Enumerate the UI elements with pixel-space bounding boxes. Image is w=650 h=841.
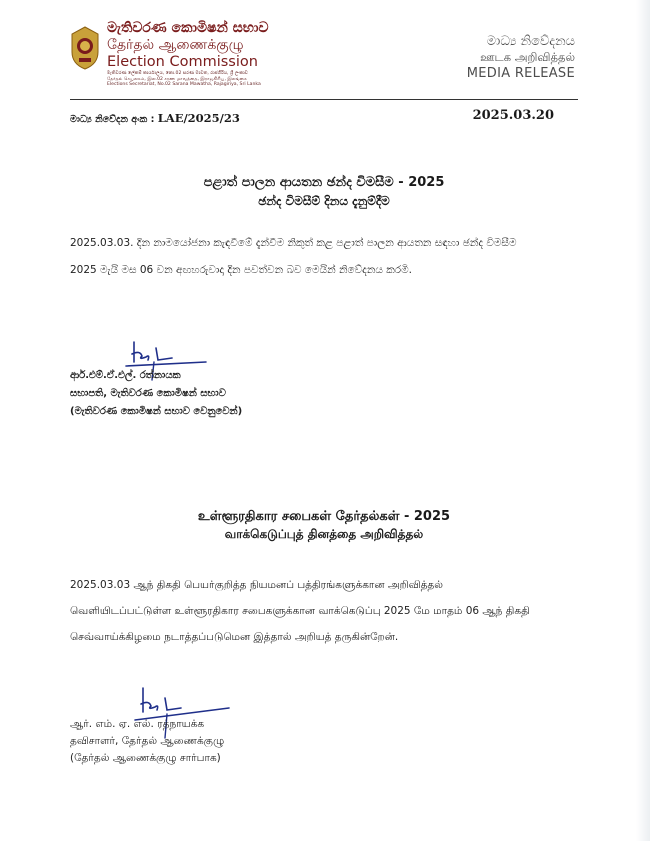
sinhala-title: පළාත් පාලන ආයතන ඡන්ද විමසීම - 2025 bbox=[203, 175, 445, 190]
signature-2 bbox=[125, 682, 235, 740]
page-edge-shadow bbox=[636, 0, 650, 841]
tamil-paragraph-line-2: வெளியிடப்பட்டுள்ள உள்ளூரதிகார சபைகளுக்கான வாக்கெடுப்பு 2025 மே மாதம் 06 ஆந் திகதி bbox=[70, 605, 530, 617]
sinhala-signatory-behalf: (මැතිවරණ කොමිෂන් සභාව වෙනුවෙන්) bbox=[70, 406, 243, 417]
sinhala-paragraph-line-1: 2025.03.03. දින නාමයෝජනා කැඳවීමේ දැන්වීම නිකුත් කළ පළාත් පාලන ආයතන සඳහා ඡන්ද විමසීම bbox=[70, 237, 517, 249]
org-name-sinhala: මැතිවරණ කොමිෂන් සභාව bbox=[107, 20, 269, 36]
reference-number bbox=[70, 111, 240, 125]
sinhala-signatory-title: සභාපති, මැතිවරණ කොමිෂන් සභාව bbox=[70, 388, 226, 399]
address-sinhala: මැතිවරණ ලේකම් කාර්යාලය, නො.02 සරණ මාවත, රාජගිරිය, ශ්‍රී ලංකාව bbox=[107, 71, 248, 76]
address-english: Elections Secretariat, No.02 Sarana Mawatha, Rajagiriya, Sri Lanka bbox=[107, 82, 261, 87]
media-release-label bbox=[467, 34, 575, 82]
emblem-icon bbox=[70, 26, 100, 70]
tamil-signatory-name: ஆர். எம். ஏ. எல். ரத்நாயக்க bbox=[70, 718, 205, 730]
reference-value: LAE/2025/23 bbox=[157, 111, 240, 125]
header-divider bbox=[70, 99, 578, 100]
tamil-title: உள்ளூரதிகார சபைகள் தேர்தல்கள் - 2025 bbox=[197, 509, 451, 524]
tamil-signatory-behalf: (தேர்தல் ஆணைக்குழு சார்பாக) bbox=[70, 752, 221, 764]
org-name-tamil: தேர்தல் ஆணைக்குழு bbox=[107, 37, 244, 53]
sinhala-subtitle: ඡන්ද විමසීම් දිනය දැනුම්දීම bbox=[258, 194, 390, 208]
address-tamil: தேர்தல் செயலகம், இல.02 சரண மாவத்தை, இராஜகிரிய, இலங்கை bbox=[107, 76, 247, 82]
media-release-sinhala: මාධ්‍ය නිවේදනය bbox=[486, 34, 575, 49]
release-date: 2025.03.20 bbox=[472, 108, 554, 123]
tamil-paragraph-line-1: 2025.03.03 ஆந் திகதி பெயர்குறித்த நியமனப் பத்திரங்களுக்கான அறிவித்தல் bbox=[70, 579, 443, 591]
sinhala-signatory-name: ආර්.එම්.ඒ.එල්. රත්නායක bbox=[70, 370, 181, 381]
sinhala-paragraph-line-2: 2025 මැයි මස 06 වන අඟහරුවාදා දින පවත්වන බව මෙයින් නිවේදනය කරමි. bbox=[70, 264, 413, 276]
tamil-signatory-title: தவிசாளர், தேர்தல் ஆணைக்குழு bbox=[70, 735, 225, 747]
tamil-paragraph-line-3: செவ்வாய்க்கிழமை நடாத்தப்படுமென இத்தால் அறியத் தருகின்றேன். bbox=[70, 631, 399, 643]
tamil-subtitle: வாக்கெடுப்புத் தினத்தை அறிவித்தல் bbox=[224, 527, 424, 541]
reference-label: මාධ්‍ය නිවේදන අංක : bbox=[70, 114, 155, 125]
org-name-english: Election Commission bbox=[107, 54, 258, 70]
media-release-english: MEDIA RELEASE bbox=[466, 66, 575, 81]
media-release-tamil: ஊடக அறிவித்தல் bbox=[480, 50, 575, 64]
organization-block bbox=[107, 20, 269, 88]
